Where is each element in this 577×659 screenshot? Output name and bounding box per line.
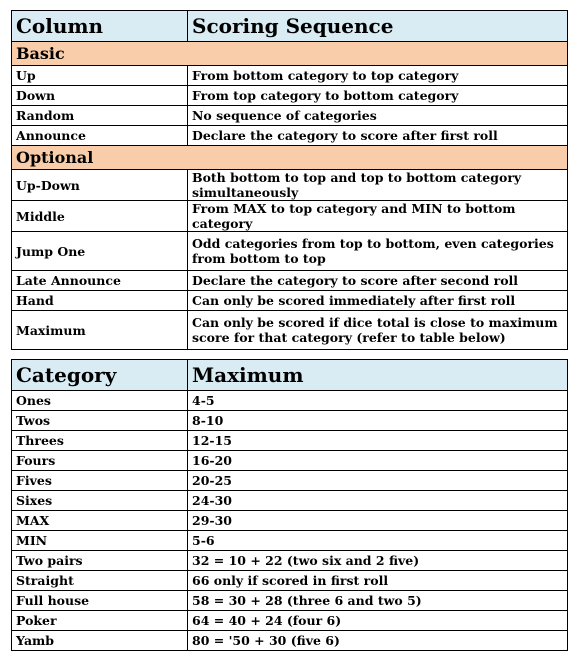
scoring-sequence-cell: Can only be scored if dice total is close to maximum score for that category (refer to table below) bbox=[188, 311, 568, 350]
category-cell: Full house bbox=[12, 591, 188, 611]
table-row bbox=[12, 311, 568, 350]
category-cell: Straight bbox=[12, 571, 188, 591]
maximum-header: Maximum bbox=[188, 360, 568, 391]
column-name-cell: Maximum bbox=[12, 311, 188, 350]
category-header: Category bbox=[12, 360, 188, 391]
maximum-cell: 58 = 30 + 28 (three 6 and two 5) bbox=[188, 591, 568, 611]
section-row bbox=[12, 42, 568, 66]
maximum-cell: 8-10 bbox=[188, 411, 568, 431]
section-title: Optional bbox=[12, 146, 568, 170]
table-row bbox=[12, 411, 568, 431]
category-maximum-table bbox=[11, 359, 568, 651]
section-title: Basic bbox=[12, 42, 568, 66]
column-name-cell: Jump One bbox=[12, 232, 188, 271]
table-row bbox=[12, 571, 568, 591]
column-name-cell: Up-Down bbox=[12, 170, 188, 201]
table-row bbox=[12, 591, 568, 611]
maximum-cell: 66 only if scored in first roll bbox=[188, 571, 568, 591]
scoring-sequence-cell: No sequence of categories bbox=[188, 106, 568, 126]
table-row bbox=[12, 291, 568, 311]
table-row bbox=[12, 611, 568, 631]
table-row bbox=[12, 232, 568, 271]
category-cell: Fives bbox=[12, 471, 188, 491]
table-row bbox=[12, 551, 568, 571]
scoring-sequence-cell: From MAX to top category and MIN to bottom category bbox=[188, 201, 568, 232]
table-row bbox=[12, 106, 568, 126]
category-cell: Twos bbox=[12, 411, 188, 431]
table-row bbox=[12, 86, 568, 106]
scoring-sequence-cell: From bottom category to top category bbox=[188, 66, 568, 86]
maximum-cell: 80 = '50 + 30 (five 6) bbox=[188, 631, 568, 651]
category-cell: Sixes bbox=[12, 491, 188, 511]
table-row bbox=[12, 491, 568, 511]
table-row bbox=[12, 631, 568, 651]
table-row bbox=[12, 201, 568, 232]
table-row bbox=[12, 66, 568, 86]
table-header-row bbox=[12, 360, 568, 391]
table-row bbox=[12, 451, 568, 471]
category-cell: Threes bbox=[12, 431, 188, 451]
category-cell: Fours bbox=[12, 451, 188, 471]
category-cell: Poker bbox=[12, 611, 188, 631]
column-name-cell: Announce bbox=[12, 126, 188, 146]
scoring-sequence-cell: From top category to bottom category bbox=[188, 86, 568, 106]
column-name-cell: Random bbox=[12, 106, 188, 126]
column-name-cell: Late Announce bbox=[12, 271, 188, 291]
table-row bbox=[12, 170, 568, 201]
table-row bbox=[12, 511, 568, 531]
maximum-cell: 12-15 bbox=[188, 431, 568, 451]
maximum-cell: 29-30 bbox=[188, 511, 568, 531]
category-cell: Yamb bbox=[12, 631, 188, 651]
section-row bbox=[12, 146, 568, 170]
maximum-cell: 4-5 bbox=[188, 391, 568, 411]
column-name-cell: Middle bbox=[12, 201, 188, 232]
table-row bbox=[12, 271, 568, 291]
category-cell: MIN bbox=[12, 531, 188, 551]
column-name-cell: Hand bbox=[12, 291, 188, 311]
scoring-sequence-header: Scoring Sequence bbox=[188, 11, 568, 42]
scoring-sequence-table bbox=[11, 10, 568, 350]
scoring-sequence-cell: Declare the category to score after second roll bbox=[188, 271, 568, 291]
maximum-cell: 24-30 bbox=[188, 491, 568, 511]
maximum-cell: 64 = 40 + 24 (four 6) bbox=[188, 611, 568, 631]
column-name-cell: Up bbox=[12, 66, 188, 86]
scoring-sequence-cell: Both bottom to top and top to bottom category simultaneously bbox=[188, 170, 568, 201]
table-row bbox=[12, 391, 568, 411]
column-name-cell: Down bbox=[12, 86, 188, 106]
maximum-cell: 5-6 bbox=[188, 531, 568, 551]
table-row bbox=[12, 471, 568, 491]
scoring-sequence-cell: Odd categories from top to bottom, even categories from bottom to top bbox=[188, 232, 568, 271]
column-header: Column bbox=[12, 11, 188, 42]
scoring-sequence-cell: Declare the category to score after first roll bbox=[188, 126, 568, 146]
table-header-row bbox=[12, 11, 568, 42]
maximum-cell: 20-25 bbox=[188, 471, 568, 491]
scoring-sequence-cell: Can only be scored immediately after first roll bbox=[188, 291, 568, 311]
category-cell: Two pairs bbox=[12, 551, 188, 571]
table-row bbox=[12, 431, 568, 451]
category-cell: Ones bbox=[12, 391, 188, 411]
table-row bbox=[12, 531, 568, 551]
maximum-cell: 16-20 bbox=[188, 451, 568, 471]
maximum-cell: 32 = 10 + 22 (two six and 2 five) bbox=[188, 551, 568, 571]
table-row bbox=[12, 126, 568, 146]
category-cell: MAX bbox=[12, 511, 188, 531]
